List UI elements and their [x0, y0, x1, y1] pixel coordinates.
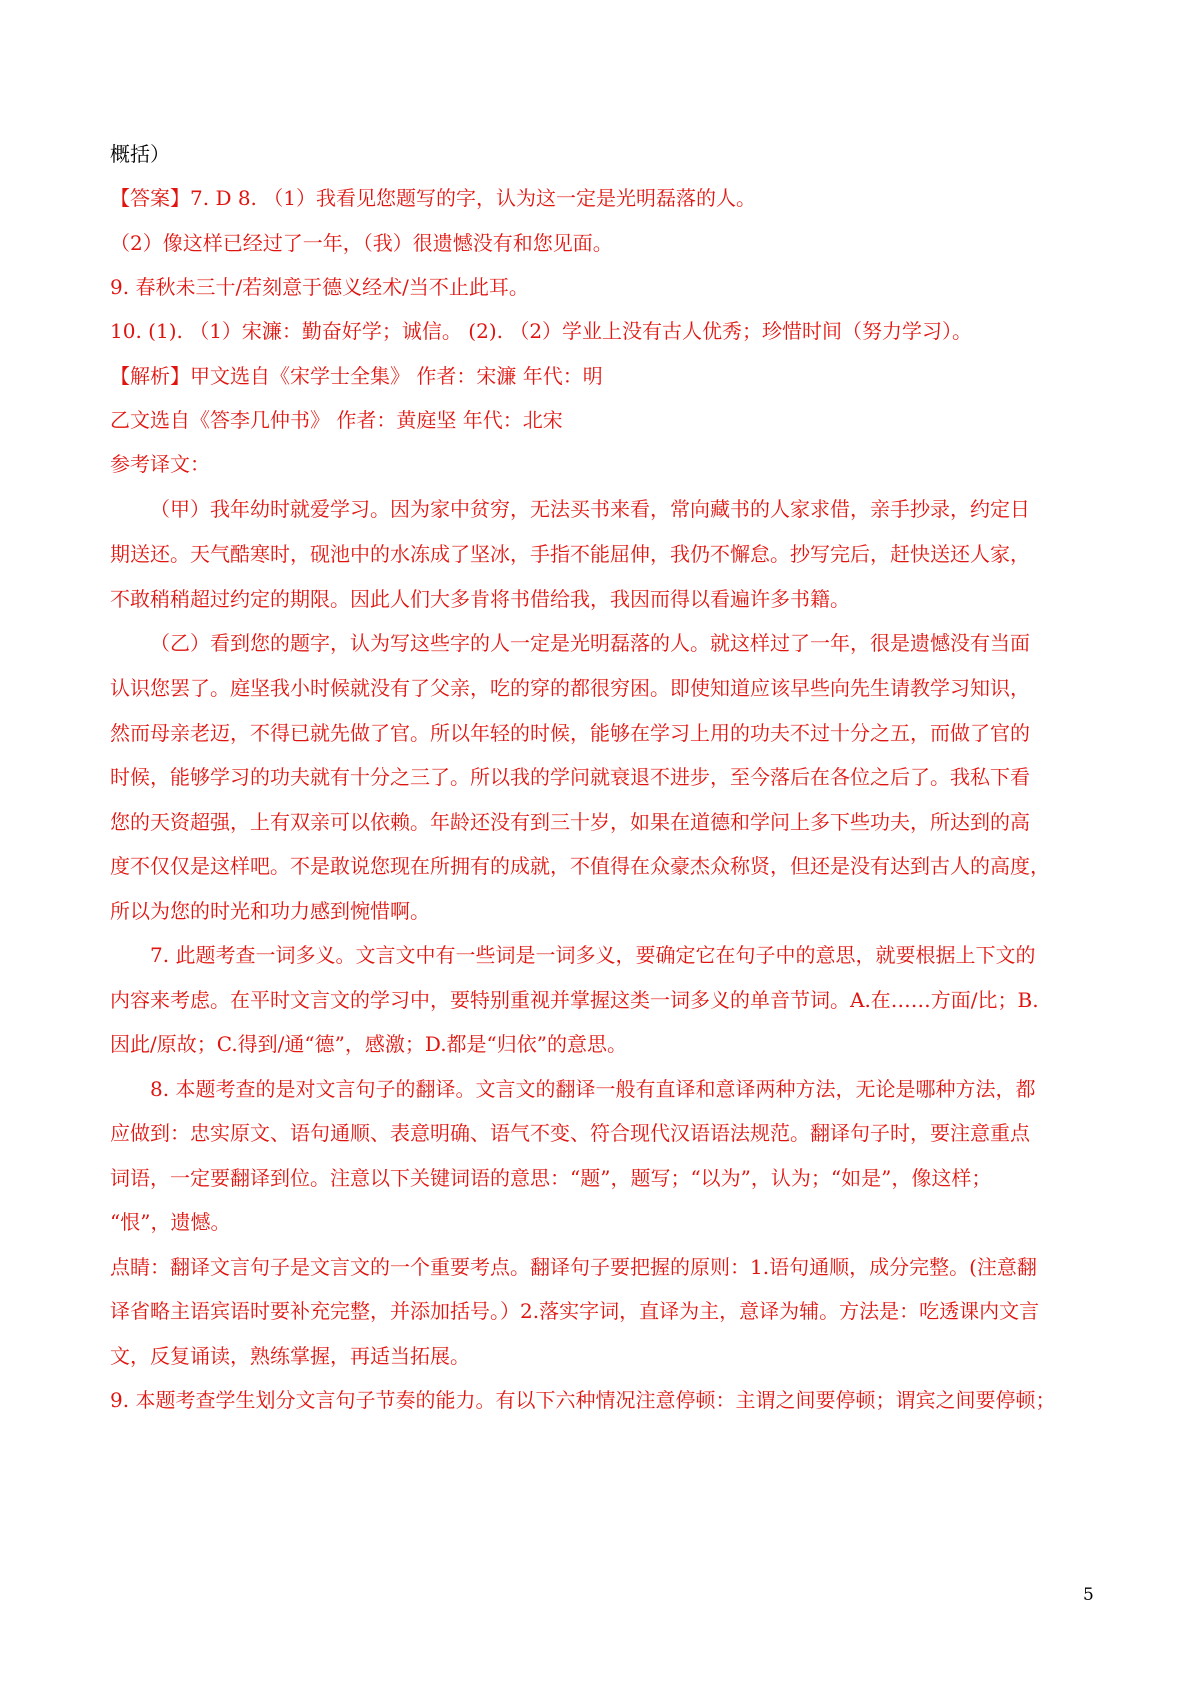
explanation-7: 7. 此题考查一词多义。文言文中有一些词是一词多义，要确定它在句子中的意思，就要根据上下文的 — [150, 943, 1036, 967]
answer-line: 【答案】7. D 8. （1）我看见您题写的字，认为这一定是光明磊落的人。 — [110, 186, 756, 210]
key-point-line: 点睛：翻译文言句子是文言文的一个重要考点。翻译句子要把握的原则：1.语句通顺，成分完整。(注意翻 — [110, 1255, 1037, 1279]
explanation-line: 词语，一定要翻译到位。注意以下关键词语的意思：“题”，题写；“以为”，认为；“如是”，像这样； — [110, 1166, 992, 1190]
answer-line: 9. 春秋未三十/若刻意于德义经术/当不止此耳。 — [110, 275, 529, 299]
answer-line: （2）像这样已经过了一年，（我）很遗憾没有和您见面。 — [110, 231, 613, 255]
explanation-line: 内容来考虑。在平时文言文的学习中，要特别重视并掌握这类一词多义的单音节词。A.在……方面/比；B. — [110, 988, 1039, 1012]
explanation-line: 因此/原故；C.得到/通“德”，感激；D.都是“归依”的意思。 — [110, 1032, 628, 1056]
translation-line: 所以为您的时光和功力感到惋惜啊。 — [110, 899, 430, 923]
translation-heading: 参考译文： — [110, 452, 210, 476]
explanation-line: 应做到：忠实原文、语句通顺、表意明确、语气不变、符合现代汉语语法规范。翻译句子时，要注意重点 — [110, 1121, 1030, 1145]
translation-line: 不敢稍稍超过约定的期限。因此人们大多肯将书借给我，我因而得以看遍许多书籍。 — [110, 587, 850, 611]
explanation-8: 8. 本题考查的是对文言句子的翻译。文言文的翻译一般有直译和意译两种方法，无论是哪种方法，都 — [150, 1077, 1036, 1101]
translation-line: 然而母亲老迈，不得已就先做了官。所以年轻的时候，能够在学习上用的功夫不过十分之五，而做了官的 — [110, 721, 1030, 745]
answer-line: 10. (1). （1）宋濂：勤奋好学；诚信。 (2). （2）学业上没有古人优秀；珍惜时间（努力学习）。 — [110, 319, 973, 343]
key-point-line: 译省略主语宾语时要补充完整，并添加括号。）2.落实字词，直译为主，意译为辅。方法是：吃透课内文言 — [110, 1299, 1040, 1323]
analysis-source: 乙文选自《答李几仲书》 作者：黄庭坚 年代：北宋 — [110, 408, 563, 432]
page-number: 5 — [1083, 1585, 1094, 1605]
explanation-line: “恨”，遗憾。 — [110, 1210, 231, 1234]
translation-line: 度不仅仅是这样吧。不是敢说您现在所拥有的成就，不值得在众豪杰众称贤，但还是没有达到古人的高度， — [110, 854, 1050, 878]
analysis-heading: 【解析】甲文选自《宋学士全集》 作者：宋濂 年代：明 — [110, 364, 603, 388]
translation-line: 认识您罢了。庭坚我小时候就没有了父亲，吃的穿的都很穷困。即使知道应该早些向先生请教学习知识， — [110, 676, 1030, 700]
translation-paragraph-b: （乙）看到您的题字，认为写这些字的人一定是光明磊落的人。就这样过了一年，很是遗憾没有当面 — [150, 631, 1030, 655]
translation-line: 时候，能够学习的功夫就有十分之三了。所以我的学问就衰退不进步，至今落后在各位之后了。我私下看 — [110, 765, 1030, 789]
explanation-9: 9. 本题考查学生划分文言句子节奏的能力。有以下六种情况注意停顿：主谓之间要停顿；谓宾之间要停顿； — [110, 1388, 1056, 1412]
text-line: 概括） — [110, 142, 170, 166]
translation-line: 您的天资超强，上有双亲可以依赖。年龄还没有到三十岁，如果在道德和学问上多下些功夫，所达到的高 — [110, 810, 1030, 834]
translation-line: 期送还。天气酷寒时，砚池中的水冻成了坚冰，手指不能屈伸，我仍不懈怠。抄写完后，赶快送还人家， — [110, 542, 1030, 566]
translation-paragraph-a: （甲）我年幼时就爱学习。因为家中贫穷，无法买书来看，常向藏书的人家求借，亲手抄录，约定日 — [150, 497, 1030, 521]
key-point-line: 文，反复诵读，熟练掌握，再适当拓展。 — [110, 1344, 470, 1368]
